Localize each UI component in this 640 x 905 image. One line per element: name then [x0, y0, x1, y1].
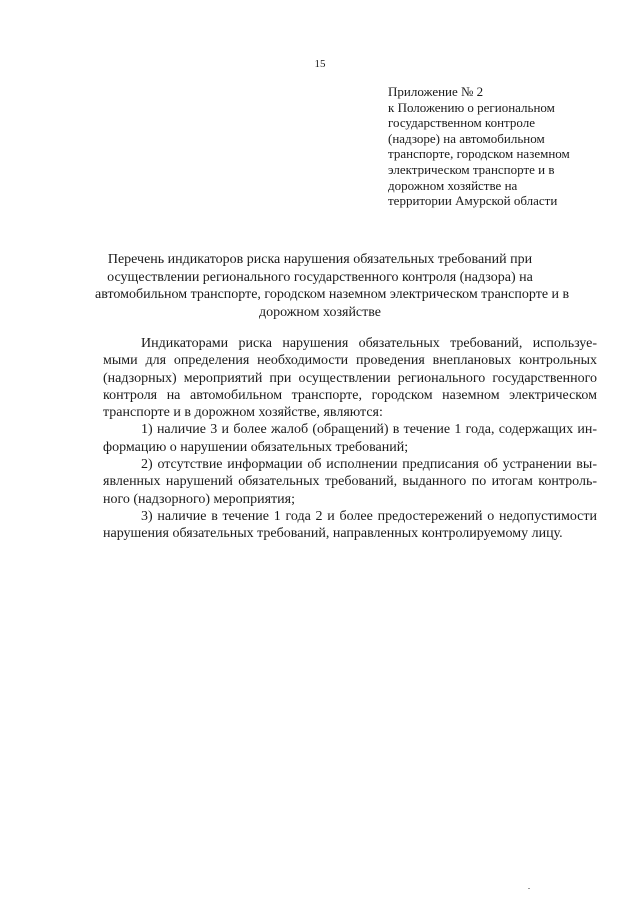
body-line: Индикаторами риска нарушения обязательных требований, используе-: [141, 336, 597, 351]
document-body: [103, 335, 597, 543]
appendix-line: территории Амурской области: [388, 193, 558, 209]
scan-artifact: [528, 888, 530, 889]
title-line: дорожном хозяйстве: [258, 304, 382, 320]
body-line: транспорте и в дорожном хозяйстве, являются:: [103, 405, 383, 421]
list-item-2: 2) отсутствие информации об исполнении предписания об устранении вы-: [141, 457, 597, 473]
appendix-line: к Положению о региональном: [388, 99, 555, 115]
document-title: [95, 251, 570, 321]
body-line: (надзорных) мероприятий при осуществлении регионального государственного: [103, 370, 597, 386]
body-line: явленных нарушений обязательных требований, выданного по итогам контроль-: [103, 474, 597, 490]
appendix-line: дорожном хозяйстве на: [388, 177, 518, 193]
appendix-line: электрическом транспорте и в: [388, 161, 555, 177]
appendix-line: транспорте, городском наземном: [388, 146, 570, 162]
title-line: автомобильном транспорте, городском наземном электрическом транспорте и в: [95, 287, 570, 302]
appendix-line: (надзоре) на автомобильном: [388, 130, 545, 146]
body-line: формацию о нарушении обязательных требований;: [103, 439, 409, 455]
appendix-line: Приложение № 2: [388, 84, 484, 99]
title-line: Перечень индикаторов риска нарушения обязательных требований при: [107, 252, 533, 267]
title-line: осуществлении регионального государственного контроля (надзора) на: [107, 269, 533, 285]
list-item-3: 3) наличие в течение 1 года 2 и более предостережений о недопустимости: [141, 508, 597, 524]
list-item-1: 1) наличие 3 и более жалоб (обращений) в течение 1 года, содержащих ин-: [141, 422, 597, 438]
body-line: контроля на автомобильном транспорте, городском наземном электрическом: [103, 387, 597, 403]
appendix-header: [388, 84, 618, 209]
body-line: мыми для определения необходимости проведения внеплановых контрольных: [103, 353, 597, 369]
body-line: ного (надзорного) мероприятия;: [103, 491, 295, 507]
appendix-line: государственном контроле: [388, 115, 535, 131]
body-line: нарушения обязательных требований, направленных контролируемому лицу.: [103, 526, 563, 542]
page-number: 15: [314, 58, 326, 70]
